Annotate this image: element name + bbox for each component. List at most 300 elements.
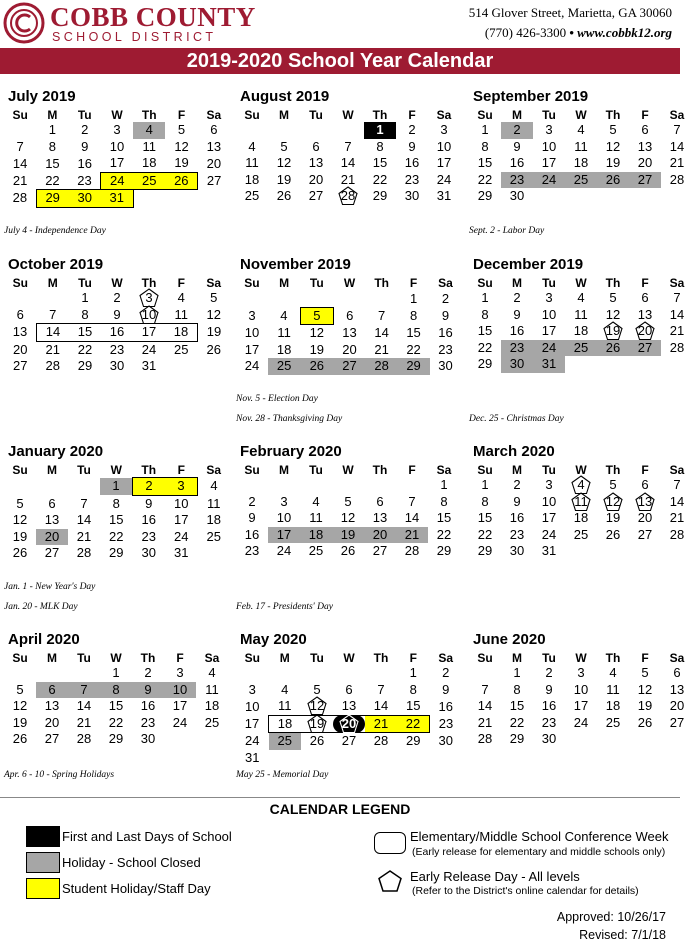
day-cell bbox=[4, 172, 36, 190]
day-cell bbox=[236, 325, 268, 342]
day-cell bbox=[165, 324, 198, 342]
day-cell bbox=[565, 510, 597, 527]
day-cell bbox=[364, 172, 396, 189]
day-number: 17 bbox=[109, 155, 125, 171]
day-number: 5 bbox=[210, 290, 218, 306]
day-cell bbox=[398, 290, 430, 307]
day-cell bbox=[565, 290, 597, 307]
day-number: 20 bbox=[13, 341, 28, 357]
day-number: 13 bbox=[372, 510, 388, 526]
day-cell bbox=[4, 715, 36, 732]
empty-cell bbox=[332, 122, 364, 139]
weekday-header: W bbox=[110, 462, 122, 477]
bullet-separator: • bbox=[569, 25, 574, 40]
day-cell bbox=[366, 358, 398, 375]
day-number: 23 bbox=[509, 171, 525, 187]
day-number: 25 bbox=[308, 543, 324, 559]
day-number: 10 bbox=[245, 698, 260, 714]
weekday-header: Su bbox=[12, 650, 28, 665]
day-number: 1 bbox=[513, 665, 521, 681]
day-cell bbox=[597, 665, 629, 682]
day-cell bbox=[533, 477, 565, 494]
day-number: 4 bbox=[577, 122, 585, 138]
day-cell bbox=[396, 172, 428, 189]
month-grid bbox=[236, 462, 460, 560]
empty-cell bbox=[333, 665, 365, 682]
day-number: 25 bbox=[142, 172, 157, 188]
day-cell bbox=[629, 155, 661, 172]
day-number: 16 bbox=[438, 698, 453, 714]
weekday-header: W bbox=[343, 650, 355, 665]
day-number: 2 bbox=[513, 122, 521, 138]
day-cell bbox=[629, 510, 661, 527]
day-number: 14 bbox=[12, 155, 28, 171]
day-cell bbox=[332, 139, 364, 156]
day-number: 27 bbox=[44, 545, 60, 561]
day-cell bbox=[269, 682, 302, 699]
weekday-header: F bbox=[641, 107, 649, 122]
day-number: 4 bbox=[609, 665, 617, 681]
day-cell bbox=[165, 122, 197, 139]
weekday-header: Sa bbox=[204, 650, 220, 665]
day-number: 30 bbox=[140, 731, 156, 747]
empty-cell bbox=[4, 122, 36, 139]
month-title: July 2019 bbox=[8, 88, 76, 105]
day-number: 2 bbox=[441, 290, 450, 306]
day-cell bbox=[196, 665, 228, 682]
day-cell bbox=[268, 543, 300, 560]
day-cell bbox=[430, 715, 463, 733]
day-number: 3 bbox=[176, 665, 184, 681]
day-cell bbox=[661, 527, 693, 544]
day-number: 14 bbox=[340, 155, 356, 171]
day-cell bbox=[469, 290, 501, 307]
day-cell bbox=[100, 665, 132, 682]
day-cell bbox=[469, 715, 501, 732]
day-cell bbox=[469, 682, 501, 699]
weekday-header: Su bbox=[477, 650, 493, 665]
day-cell bbox=[469, 172, 501, 189]
month-calendar bbox=[469, 631, 695, 748]
month-grid bbox=[469, 275, 693, 373]
day-cell bbox=[37, 307, 70, 324]
weekday-header: F bbox=[641, 275, 649, 290]
month-title: January 2020 bbox=[8, 443, 104, 460]
day-cell bbox=[501, 510, 533, 527]
day-number: 14 bbox=[669, 493, 685, 509]
day-number: 23 bbox=[404, 171, 420, 187]
month-grid bbox=[236, 107, 460, 205]
day-number: 16 bbox=[244, 526, 260, 542]
day-number: 10 bbox=[541, 493, 557, 509]
day-number: 28 bbox=[477, 731, 493, 747]
day-number: 30 bbox=[141, 545, 156, 561]
day-number: 3 bbox=[440, 122, 448, 138]
day-number: 5 bbox=[16, 681, 24, 697]
day-cell bbox=[165, 290, 198, 307]
day-cell bbox=[236, 527, 268, 544]
day-cell bbox=[366, 342, 398, 359]
day-number: 5 bbox=[344, 493, 352, 509]
day-number: 19 bbox=[605, 510, 621, 526]
day-cell bbox=[428, 477, 460, 494]
phone-number: (770) 426-3300 bbox=[484, 25, 567, 40]
day-cell bbox=[268, 494, 300, 511]
day-cell bbox=[533, 340, 565, 357]
day-number: 13 bbox=[44, 698, 60, 714]
month-calendar bbox=[469, 443, 695, 560]
day-number: 25 bbox=[605, 714, 621, 730]
day-number: 9 bbox=[81, 138, 89, 154]
day-number: 24 bbox=[276, 543, 292, 559]
day-cell bbox=[629, 290, 661, 307]
day-number: 1 bbox=[481, 122, 489, 138]
weekday-header: Sa bbox=[206, 462, 222, 477]
day-number: 26 bbox=[605, 526, 621, 542]
day-cell bbox=[469, 698, 501, 715]
day-cell bbox=[597, 682, 629, 699]
day-number: 21 bbox=[76, 528, 92, 544]
day-number: 29 bbox=[477, 356, 493, 372]
day-cell bbox=[68, 682, 100, 699]
day-number: 7 bbox=[16, 138, 24, 154]
weekday-header: Tu bbox=[309, 107, 323, 122]
empty-cell bbox=[565, 188, 597, 205]
month-title: October 2019 bbox=[8, 256, 104, 273]
day-number: 10 bbox=[573, 681, 589, 697]
day-cell bbox=[430, 665, 463, 682]
day-number: 14 bbox=[45, 324, 61, 340]
day-cell bbox=[565, 682, 597, 699]
day-cell bbox=[597, 510, 629, 527]
day-number: 7 bbox=[378, 307, 386, 323]
day-number: 3 bbox=[248, 681, 256, 697]
day-cell bbox=[68, 529, 100, 546]
day-cell bbox=[428, 527, 460, 544]
day-number: 7 bbox=[673, 290, 681, 306]
day-number: 12 bbox=[12, 512, 28, 528]
day-number: 27 bbox=[13, 358, 28, 374]
day-number: 23 bbox=[509, 339, 525, 355]
day-number: 13 bbox=[637, 493, 653, 509]
day-number: 31 bbox=[245, 749, 260, 765]
day-number: 22 bbox=[45, 172, 60, 188]
day-cell bbox=[101, 307, 133, 324]
day-number: 20 bbox=[637, 323, 653, 339]
month-grid bbox=[4, 107, 230, 208]
address: 514 Glover Street, Marietta, GA 30060 bbox=[468, 5, 672, 20]
day-cell bbox=[198, 529, 231, 546]
empty-cell bbox=[300, 477, 332, 494]
holiday-note: May 25 - Memorial Day bbox=[236, 770, 329, 780]
empty-cell bbox=[397, 750, 430, 767]
holiday-note: Sept. 2 - Labor Day bbox=[469, 226, 545, 236]
day-cell bbox=[661, 477, 693, 494]
month-calendar bbox=[4, 631, 230, 748]
day-number: 24 bbox=[541, 339, 557, 355]
day-cell bbox=[565, 172, 597, 189]
day-number: 30 bbox=[541, 731, 557, 747]
weekday-header: F bbox=[177, 462, 185, 477]
weekday-header: M bbox=[279, 650, 290, 665]
day-number: 13 bbox=[637, 138, 653, 154]
day-number: 7 bbox=[80, 681, 88, 697]
day-number: 8 bbox=[376, 138, 384, 154]
empty-cell bbox=[4, 665, 36, 682]
day-number: 24 bbox=[174, 528, 189, 544]
day-cell bbox=[629, 494, 661, 511]
day-cell bbox=[196, 682, 228, 699]
day-cell bbox=[301, 698, 333, 715]
day-number: 15 bbox=[45, 155, 60, 171]
day-cell bbox=[597, 527, 629, 544]
day-number: 6 bbox=[346, 307, 354, 323]
day-number: 6 bbox=[641, 477, 649, 493]
empty-cell bbox=[629, 356, 661, 373]
day-number: 1 bbox=[48, 122, 57, 138]
day-cell bbox=[364, 122, 396, 139]
weekday-header: Sa bbox=[438, 650, 454, 665]
weekday-header: Su bbox=[244, 107, 260, 122]
day-cell bbox=[36, 512, 68, 529]
day-number: 25 bbox=[276, 358, 292, 374]
weekday-header: Th bbox=[605, 650, 621, 665]
day-number: 15 bbox=[436, 510, 452, 526]
empty-cell bbox=[565, 543, 597, 560]
empty-cell bbox=[333, 290, 365, 307]
day-number: 21 bbox=[669, 510, 685, 526]
empty-cell bbox=[4, 478, 36, 496]
day-cell bbox=[37, 341, 70, 358]
day-cell bbox=[36, 698, 68, 715]
day-cell bbox=[533, 715, 565, 732]
day-number: 9 bbox=[513, 306, 521, 322]
day-cell bbox=[198, 512, 231, 529]
day-number: 8 bbox=[48, 138, 57, 154]
day-cell bbox=[333, 342, 365, 359]
day-number: 23 bbox=[77, 172, 92, 188]
day-number: 16 bbox=[509, 155, 525, 171]
day-number: 5 bbox=[177, 122, 186, 138]
day-cell bbox=[36, 122, 68, 139]
day-number: 25 bbox=[244, 188, 260, 204]
day-cell bbox=[565, 139, 597, 156]
day-number: 20 bbox=[342, 341, 357, 357]
day-number: 25 bbox=[206, 528, 221, 544]
day-number: 5 bbox=[313, 681, 321, 697]
day-cell bbox=[101, 122, 133, 139]
legend-title: CALENDAR LEGEND bbox=[269, 801, 411, 817]
day-number: 16 bbox=[77, 155, 92, 171]
day-cell bbox=[4, 731, 36, 748]
day-number: 26 bbox=[276, 188, 292, 204]
day-cell bbox=[533, 527, 565, 544]
day-cell bbox=[100, 495, 133, 512]
empty-cell bbox=[165, 190, 197, 208]
day-cell bbox=[597, 494, 629, 511]
website-link[interactable]: www.cobbk12.org bbox=[577, 25, 672, 40]
day-cell bbox=[236, 307, 268, 325]
weekday-header: F bbox=[408, 107, 416, 122]
day-number: 22 bbox=[436, 526, 452, 542]
weekday-header: M bbox=[512, 462, 522, 477]
day-cell bbox=[132, 682, 164, 699]
weekday-header: Th bbox=[373, 650, 389, 665]
day-cell bbox=[300, 188, 332, 205]
day-number: 19 bbox=[309, 341, 325, 357]
day-cell bbox=[236, 733, 269, 750]
day-cell bbox=[396, 122, 428, 139]
day-number: 24 bbox=[172, 714, 188, 730]
day-cell bbox=[501, 494, 533, 511]
day-cell bbox=[133, 172, 165, 190]
day-number: 24 bbox=[141, 341, 157, 357]
day-number: 30 bbox=[509, 543, 525, 559]
day-number: 19 bbox=[309, 715, 325, 731]
day-number: 16 bbox=[109, 324, 125, 340]
day-cell bbox=[68, 512, 100, 529]
weekday-header: F bbox=[176, 650, 184, 665]
day-number: 14 bbox=[404, 510, 420, 526]
empty-cell bbox=[629, 188, 661, 205]
day-number: 3 bbox=[145, 290, 153, 306]
day-number: 9 bbox=[513, 138, 521, 154]
weekday-header: Su bbox=[477, 107, 493, 122]
day-cell bbox=[4, 307, 37, 324]
day-cell bbox=[133, 478, 166, 496]
day-cell bbox=[4, 358, 37, 375]
day-number: 7 bbox=[49, 306, 57, 322]
day-cell bbox=[469, 122, 501, 139]
day-cell bbox=[533, 323, 565, 340]
empty-cell bbox=[198, 358, 231, 375]
day-number: 15 bbox=[477, 510, 493, 526]
month-calendar bbox=[4, 443, 230, 562]
day-number: 15 bbox=[406, 698, 421, 714]
day-number: 17 bbox=[141, 324, 157, 340]
day-number: 9 bbox=[145, 495, 153, 511]
day-number: 8 bbox=[513, 681, 521, 697]
day-cell bbox=[332, 510, 364, 527]
day-number: 10 bbox=[541, 306, 557, 322]
first-last-swatch bbox=[26, 826, 60, 847]
day-number: 17 bbox=[573, 698, 589, 714]
day-cell bbox=[300, 494, 332, 511]
day-cell bbox=[365, 733, 397, 750]
weekday-header: W bbox=[575, 107, 587, 122]
day-number: 15 bbox=[477, 155, 493, 171]
day-number: 11 bbox=[574, 138, 588, 154]
weekday-header: Th bbox=[605, 462, 621, 477]
weekday-header: Su bbox=[12, 275, 28, 290]
day-cell bbox=[236, 698, 269, 715]
day-cell bbox=[100, 545, 133, 562]
day-cell bbox=[501, 172, 533, 189]
weekday-header: W bbox=[111, 275, 123, 290]
day-cell bbox=[365, 715, 397, 733]
day-cell bbox=[661, 290, 693, 307]
day-number: 13 bbox=[308, 155, 324, 171]
day-number: 21 bbox=[669, 155, 685, 171]
weekday-header: Th bbox=[372, 107, 388, 122]
weekday-header: Th bbox=[372, 462, 388, 477]
day-cell bbox=[565, 698, 597, 715]
day-number: 8 bbox=[81, 306, 89, 322]
day-number: 28 bbox=[669, 171, 685, 187]
empty-cell bbox=[269, 665, 302, 682]
day-cell bbox=[68, 545, 100, 562]
day-cell bbox=[36, 190, 68, 208]
brand-name: COBB COUNTY bbox=[50, 2, 256, 32]
day-number: 14 bbox=[373, 698, 389, 714]
day-cell bbox=[469, 510, 501, 527]
day-cell bbox=[629, 172, 661, 189]
day-number: 30 bbox=[404, 188, 420, 204]
day-number: 23 bbox=[140, 714, 156, 730]
day-cell bbox=[36, 545, 68, 562]
empty-cell bbox=[236, 290, 268, 307]
day-cell bbox=[332, 543, 364, 560]
day-number: 2 bbox=[145, 478, 153, 494]
day-cell bbox=[198, 139, 230, 156]
day-number: 16 bbox=[438, 325, 453, 340]
day-number: 29 bbox=[477, 188, 493, 204]
day-number: 4 bbox=[312, 493, 320, 509]
day-number: 14 bbox=[76, 512, 92, 528]
day-cell bbox=[198, 122, 230, 139]
day-cell bbox=[4, 190, 36, 208]
day-cell bbox=[661, 340, 693, 357]
empty-cell bbox=[365, 750, 397, 767]
day-number: 1 bbox=[440, 477, 448, 493]
day-cell bbox=[533, 139, 565, 156]
day-number: 22 bbox=[109, 528, 124, 544]
empty-cell bbox=[565, 356, 597, 373]
weekday-header: Tu bbox=[542, 107, 556, 122]
day-cell bbox=[430, 698, 463, 715]
day-number: 27 bbox=[206, 172, 222, 188]
day-cell bbox=[198, 307, 231, 324]
day-cell bbox=[629, 715, 661, 732]
day-number: 6 bbox=[641, 290, 649, 306]
day-number: 25 bbox=[573, 526, 589, 542]
month-calendar bbox=[236, 88, 462, 205]
weekday-header: W bbox=[343, 275, 356, 290]
day-number: 15 bbox=[77, 324, 93, 340]
weekday-header: F bbox=[641, 462, 649, 477]
day-number: 26 bbox=[637, 714, 653, 730]
day-number: 6 bbox=[210, 122, 218, 138]
day-number: 17 bbox=[541, 510, 557, 526]
day-cell bbox=[469, 527, 501, 544]
day-number: 10 bbox=[436, 138, 452, 154]
day-cell bbox=[332, 155, 364, 172]
day-cell bbox=[300, 510, 332, 527]
day-cell bbox=[430, 733, 463, 750]
day-cell bbox=[469, 356, 501, 373]
day-cell bbox=[165, 307, 198, 324]
day-cell bbox=[364, 543, 396, 560]
day-cell bbox=[501, 477, 533, 494]
day-number: 18 bbox=[244, 171, 260, 187]
day-number: 23 bbox=[438, 341, 453, 357]
day-number: 27 bbox=[637, 526, 653, 542]
day-number: 7 bbox=[673, 477, 681, 493]
day-cell bbox=[430, 682, 463, 699]
empty-cell bbox=[597, 188, 629, 205]
day-cell bbox=[501, 155, 533, 172]
day-cell bbox=[164, 715, 196, 732]
